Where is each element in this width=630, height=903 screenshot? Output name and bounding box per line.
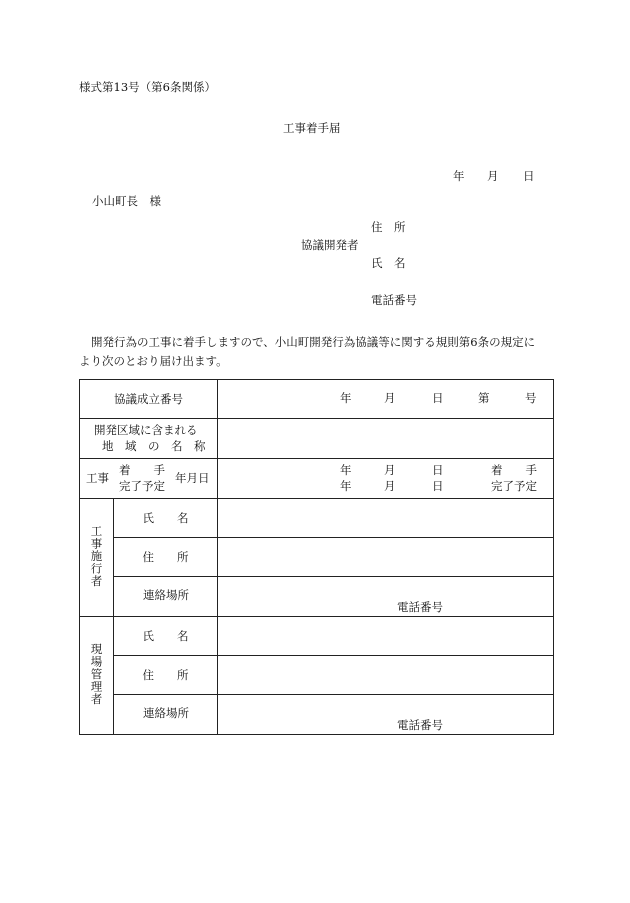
- start-day: 日: [432, 463, 444, 477]
- site-manager-phone-label: 電話番号: [397, 718, 443, 732]
- agreement-number-cell[interactable]: [218, 380, 554, 419]
- site-manager-contact-label: 連絡場所: [143, 706, 189, 720]
- contractor-phone-label: 電話番号: [397, 600, 443, 614]
- page-title: 工事着手届: [283, 121, 341, 135]
- table-row: [80, 538, 554, 577]
- end-month: 月: [384, 479, 396, 493]
- construction-date-suffix: 年月日: [175, 471, 210, 485]
- addressee: 小山町長 様: [92, 194, 161, 208]
- site-manager-name-label: 氏 名: [114, 617, 218, 656]
- notification-table: [79, 379, 554, 735]
- body-paragraph: [79, 333, 553, 371]
- area-name-input[interactable]: [218, 419, 554, 459]
- table-row: [80, 380, 554, 419]
- end-tag: 完了予定: [491, 479, 537, 493]
- area-name-label-1: 開発区域に含まれる: [94, 423, 198, 437]
- site-manager-group-label-cell: [80, 617, 114, 735]
- applicant-role: 協議開発者: [301, 238, 359, 252]
- agreement-go: 号: [525, 391, 537, 405]
- construction-label: 工事: [86, 471, 109, 485]
- table-row: [80, 617, 554, 656]
- contractor-group-label: 工事施行者: [89, 524, 104, 588]
- start-month: 月: [384, 463, 396, 477]
- table-row: [80, 695, 554, 735]
- agreement-day: 日: [432, 391, 444, 405]
- agreement-number-label: 協議成立番号: [80, 380, 218, 419]
- date-month-label: 月: [487, 169, 499, 183]
- site-manager-name-input[interactable]: [218, 617, 554, 656]
- body-line-2: より次のとおり届け出ます。: [79, 354, 228, 368]
- site-manager-contact-input[interactable]: [218, 695, 554, 735]
- agreement-month: 月: [384, 391, 396, 405]
- applicant-phone-label: 電話番号: [371, 293, 417, 307]
- site-manager-contact-label-cell: [114, 695, 218, 735]
- date-year-label: 年: [453, 169, 465, 183]
- form-number: 様式第13号（第6条関係）: [79, 80, 216, 94]
- contractor-address-label: 住 所: [114, 538, 218, 577]
- end-day: 日: [432, 479, 444, 493]
- contractor-name-input[interactable]: [218, 499, 554, 538]
- agreement-year: 年: [340, 391, 352, 405]
- start-tag: 着 手: [491, 463, 537, 477]
- construction-date-cell[interactable]: [218, 459, 554, 499]
- area-name-label-cell: [80, 419, 218, 459]
- contractor-contact-label-cell: [114, 577, 218, 617]
- applicant-address-label: 住 所: [371, 220, 406, 234]
- applicant-name-label: 氏 名: [371, 256, 406, 270]
- table-row: [80, 459, 554, 499]
- construction-date-label-cell: [80, 459, 218, 499]
- date-day-label: 日: [523, 169, 535, 183]
- area-name-label-2: 地 域 の 名 称: [102, 439, 206, 453]
- contractor-group-label-cell: [80, 499, 114, 617]
- construction-start-label: 着 手: [119, 463, 165, 477]
- contractor-contact-input[interactable]: [218, 577, 554, 617]
- contractor-name-label: 氏 名: [114, 499, 218, 538]
- contractor-address-input[interactable]: [218, 538, 554, 577]
- contractor-contact-label: 連絡場所: [143, 588, 189, 602]
- body-line-1: 開発行為の工事に着手しますので、小山町開発行為協議等に関する規則第6条の規定に: [91, 335, 536, 349]
- agreement-dai: 第: [478, 391, 490, 405]
- site-manager-address-label: 住 所: [114, 656, 218, 695]
- table-row: [80, 499, 554, 538]
- site-manager-address-input[interactable]: [218, 656, 554, 695]
- start-year: 年: [340, 463, 352, 477]
- construction-end-label: 完了予定: [119, 479, 165, 493]
- table-row: [80, 656, 554, 695]
- table-row: [80, 419, 554, 459]
- end-year: 年: [340, 479, 352, 493]
- site-manager-group-label: 現場管理者: [89, 642, 104, 706]
- table-row: [80, 577, 554, 617]
